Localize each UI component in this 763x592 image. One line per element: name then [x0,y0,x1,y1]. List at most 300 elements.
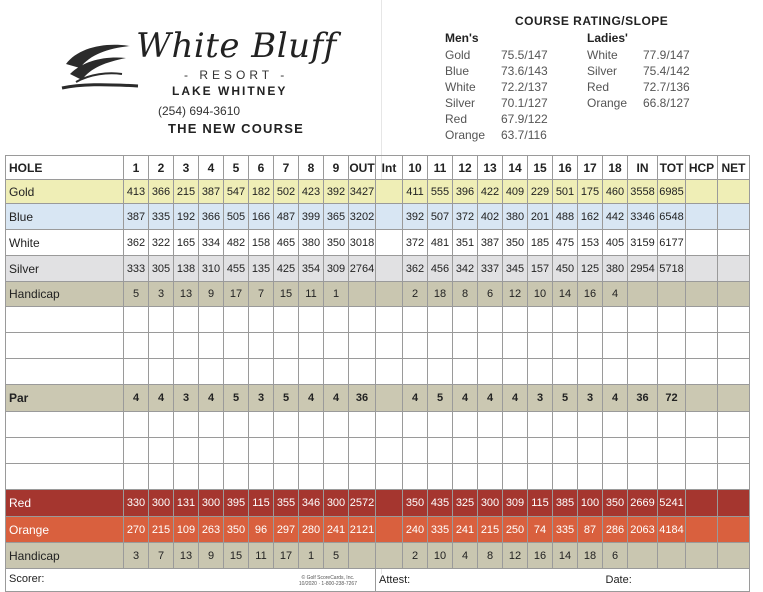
score-entry-row-cell [324,464,349,490]
silver-tee-row-cell [686,256,718,282]
credit-line: © Golf ScoreCards, Inc. [301,575,355,581]
ladies-handicap-row-cell: 8 [478,543,503,569]
silver-tee-row-cell: 456 [428,256,453,282]
score-entry-row-cell [553,333,578,359]
ladies-handicap-row-cell [718,543,750,569]
handicap-row-cell: 5 [124,282,149,307]
score-entry-row-cell [528,438,553,464]
red-tee-row-cell: 309 [503,490,528,517]
par-row-cell: 5 [428,385,453,412]
hole-header-row-cell: 15 [528,156,553,180]
ratings-title: COURSE RATING/SLOPE [515,14,669,28]
white-tee-row-cell: 372 [403,230,428,256]
score-entry-row-cell [199,438,224,464]
red-tee-row-cell: 355 [274,490,299,517]
gold-tee-row-cell [686,180,718,204]
red-tee-row-cell: 395 [224,490,249,517]
par-row-cell: 5 [553,385,578,412]
hole-header-row-cell: NET [718,156,750,180]
silver-tee-row-cell: 362 [403,256,428,282]
silver-tee-row-cell [718,256,750,282]
ladies-handicap-row-cell: 11 [249,543,274,569]
white-tee-row-cell: 6177 [658,230,686,256]
score-entry-row-cell [174,464,199,490]
score-entry-row-cell [478,438,503,464]
score-entry-row-cell [686,307,718,333]
blue-tee-row-cell: 380 [503,204,528,230]
blue-tee-row-cell: 335 [149,204,174,230]
score-entry-row-cell [299,359,324,385]
score-entry-row-cell [528,359,553,385]
course-name: THE NEW COURSE [168,121,304,136]
score-entry-row-cell [149,464,174,490]
score-entry-row-cell [224,333,249,359]
score-entry-row-cell [249,333,274,359]
handicap-row-cell: 4 [603,282,628,307]
handicap-row-cell [686,282,718,307]
handicap-row-cell: 17 [224,282,249,307]
blue-tee-row-cell: 505 [224,204,249,230]
gold-tee-row-cell: 547 [224,180,249,204]
hole-header-row-cell: HCP [686,156,718,180]
credit-line: 10/2020 · 1-800-238-7267 [298,581,357,587]
ladies-handicap-row-cell: 15 [224,543,249,569]
par-row-cell: 4 [403,385,428,412]
score-entry-row-cell [349,307,376,333]
hole-header-row-cell: 12 [453,156,478,180]
white-tee-row-cell [376,230,403,256]
hole-header-row-cell: 14 [503,156,528,180]
hole-header-row-label: HOLE [6,156,124,180]
score-entry-row-cell [299,464,324,490]
white-tee-row-cell: 334 [199,230,224,256]
score-entry-row-label [6,412,124,438]
mens-heading: Men's [445,31,479,45]
score-entry-row-cell [628,307,658,333]
score-entry-row [6,464,750,490]
silver-tee-row-cell: 2954 [628,256,658,282]
score-entry-row-cell [149,438,174,464]
red-tee-row-cell [718,490,750,517]
score-entry-row [6,307,750,333]
hole-header-row-cell: 3 [174,156,199,180]
score-entry-row-cell [324,359,349,385]
ladies-handicap-row-cell: 3 [124,543,149,569]
red-tee-row-cell: 2669 [628,490,658,517]
score-entry-row-cell [403,438,428,464]
score-entry-row-label [6,438,124,464]
score-entry-row-cell [453,359,478,385]
white-tee-row-cell: 3159 [628,230,658,256]
score-entry-row-cell [686,438,718,464]
score-entry-row-cell [428,464,453,490]
score-entry-row-cell [603,359,628,385]
silver-tee-row-cell [376,256,403,282]
gold-tee-row-cell: 229 [528,180,553,204]
score-entry-row-cell [478,307,503,333]
white-tee-row-cell: 350 [503,230,528,256]
par-row-cell: 4 [299,385,324,412]
red-tee-row-cell: 346 [299,490,324,517]
score-entry-row-cell [453,464,478,490]
hole-header-row-cell: 17 [578,156,603,180]
ladies-handicap-row [6,543,750,569]
score-entry-row-cell [478,464,503,490]
orange-tee-row-cell: 241 [324,517,349,543]
orange-tee-row-cell: 286 [603,517,628,543]
score-entry-row-cell [249,307,274,333]
white-tee-row-cell: 465 [274,230,299,256]
gold-tee-row-cell: 555 [428,180,453,204]
score-entry-row-cell [274,307,299,333]
orange-tee-row-cell [376,517,403,543]
red-tee-row-cell: 100 [578,490,603,517]
par-row-cell: 3 [578,385,603,412]
score-entry-row-cell [603,464,628,490]
gold-tee-row-cell: 175 [578,180,603,204]
par-row-cell: 4 [503,385,528,412]
orange-tee-row-cell: 4184 [658,517,686,543]
white-tee-row-cell: 405 [603,230,628,256]
score-entry-row-label [6,359,124,385]
hole-header-row-cell: 13 [478,156,503,180]
white-tee-row-cell: 475 [553,230,578,256]
ladies-handicap-row-cell: 12 [503,543,528,569]
score-entry-row-cell [553,359,578,385]
score-entry-row-label [6,333,124,359]
score-entry-row-cell [453,307,478,333]
blue-tee-row-cell: 166 [249,204,274,230]
red-tee-row-cell: 300 [149,490,174,517]
hole-header-row-cell: 6 [249,156,274,180]
par-row-cell: 4 [453,385,478,412]
orange-tee-row-cell: 263 [199,517,224,543]
blue-tee-row-cell [376,204,403,230]
par-row-cell: 4 [199,385,224,412]
score-entry-row-cell [299,307,324,333]
score-entry-row-cell [299,438,324,464]
bluff-logo-icon [60,34,140,96]
score-entry-row-cell [603,333,628,359]
score-entry-row-cell [553,412,578,438]
score-entry-row-cell [686,359,718,385]
handicap-row-cell [658,282,686,307]
score-entry-row-cell [299,412,324,438]
score-entry-row-cell [478,359,503,385]
score-entry-row-cell [453,412,478,438]
gold-tee-row-cell: 409 [503,180,528,204]
score-entry-row-cell [124,464,149,490]
score-entry-row-cell [528,412,553,438]
resort-location: LAKE WHITNEY [172,84,288,98]
orange-tee-row-cell: 215 [478,517,503,543]
par-row [6,385,750,412]
blue-tee-row-cell: 399 [299,204,324,230]
blue-tee-row-cell: 6548 [658,204,686,230]
par-row-cell [718,385,750,412]
score-entry-row-cell [249,438,274,464]
score-entry-row-cell [124,412,149,438]
score-entry-row-cell [628,464,658,490]
orange-tee-row-cell: 241 [453,517,478,543]
blue-tee-row-cell [718,204,750,230]
par-row-cell [686,385,718,412]
orange-tee-row-cell: 109 [174,517,199,543]
handicap-row-cell: 14 [553,282,578,307]
white-tee-row-cell: 362 [124,230,149,256]
score-entry-row-cell [503,464,528,490]
score-entry-row-cell [224,359,249,385]
phone-number: (254) 694-3610 [158,104,241,118]
blue-tee-row-cell: 3346 [628,204,658,230]
ladies-handicap-row-cell: 18 [578,543,603,569]
ladies-handicap-row-cell [349,543,376,569]
blue-tee-row-cell: 201 [528,204,553,230]
white-tee-row-cell [686,230,718,256]
hole-header-row-cell: 9 [324,156,349,180]
handicap-row-cell [718,282,750,307]
blue-tee-row-cell: 365 [324,204,349,230]
hole-header-row-cell: 2 [149,156,174,180]
blue-tee-row-cell: 192 [174,204,199,230]
scorer-field[interactable] [6,569,376,592]
white-tee-row-cell: 350 [324,230,349,256]
score-entry-row-cell [249,412,274,438]
red-tee-row-cell: 385 [553,490,578,517]
handicap-row-cell: 3 [149,282,174,307]
blue-tee-row [6,204,750,230]
ladies-handicap-row-cell: 13 [174,543,199,569]
silver-tee-row-cell: 125 [578,256,603,282]
red-tee-row-cell: 131 [174,490,199,517]
ladies-handicap-row-cell: 1 [299,543,324,569]
ladies-handicap-row-cell: 14 [553,543,578,569]
white-tee-row-cell: 158 [249,230,274,256]
silver-tee-row-cell: 380 [603,256,628,282]
red-tee-row-cell: 115 [249,490,274,517]
score-entry-row-cell [503,412,528,438]
par-row-cell: 4 [149,385,174,412]
ladies-handicap-row-cell: 16 [528,543,553,569]
silver-tee-row-cell: 305 [149,256,174,282]
score-entry-row-cell [174,359,199,385]
score-entry-row-cell [403,412,428,438]
score-entry-row-cell [528,333,553,359]
gold-tee-row-cell [718,180,750,204]
orange-tee-row-cell [686,517,718,543]
score-entry-row-cell [199,307,224,333]
ladies-handicap-row-cell: 17 [274,543,299,569]
gold-tee-row-cell: 422 [478,180,503,204]
score-entry-row [6,438,750,464]
resort-name: White Bluff [136,26,337,66]
score-entry-row-cell [274,412,299,438]
silver-tee-row-cell: 138 [174,256,199,282]
red-tee-row-cell: 300 [478,490,503,517]
score-entry-row-cell [428,438,453,464]
white-tee-row-cell: 481 [428,230,453,256]
orange-tee-row-cell: 87 [578,517,603,543]
score-entry-row-cell [503,307,528,333]
blue-tee-row-cell: 442 [603,204,628,230]
score-entry-row-cell [603,438,628,464]
blue-tee-row-cell: 387 [124,204,149,230]
score-entry-row-cell [686,412,718,438]
score-entry-row-cell [224,464,249,490]
score-entry-row-cell [376,464,403,490]
date-field[interactable]: Date: [603,569,750,592]
handicap-row-cell: 11 [299,282,324,307]
gold-tee-row-cell: 502 [274,180,299,204]
score-entry-row-cell [658,464,686,490]
white-tee-row-cell: 351 [453,230,478,256]
score-entry-row-cell [528,464,553,490]
score-entry-row-cell [149,359,174,385]
score-entry-row-cell [174,307,199,333]
score-entry-row-cell [174,438,199,464]
par-row-cell: 3 [174,385,199,412]
score-entry-row-cell [428,412,453,438]
score-entry-row-cell [376,438,403,464]
orange-tee-row-cell: 250 [503,517,528,543]
blue-tee-row-label: Blue [6,204,124,230]
silver-tee-row-cell: 135 [249,256,274,282]
handicap-row-cell: 2 [403,282,428,307]
scorer-label: Scorer: [9,573,45,585]
ladies-handicap-row-cell: 2 [403,543,428,569]
score-entry-row-cell [324,438,349,464]
gold-tee-row-cell: 423 [299,180,324,204]
gold-tee-row-cell: 182 [249,180,274,204]
orange-tee-row-cell: 335 [428,517,453,543]
score-entry-row-cell [503,359,528,385]
score-entry-row-cell [349,359,376,385]
handicap-row-cell: 12 [503,282,528,307]
silver-tee-row-cell: 310 [199,256,224,282]
score-entry-row-cell [149,333,174,359]
blue-tee-row-cell: 162 [578,204,603,230]
ladies-handicap-row-cell [376,543,403,569]
score-entry-row [6,412,750,438]
score-entry-row-cell [403,464,428,490]
score-entry-row-cell [403,359,428,385]
score-entry-row-cell [199,333,224,359]
gold-tee-row-cell: 501 [553,180,578,204]
gold-tee-row-label: Gold [6,180,124,204]
hole-header-row-cell: 7 [274,156,299,180]
score-entry-row-cell [376,412,403,438]
score-entry-row-cell [628,359,658,385]
score-entry-row-cell [686,464,718,490]
score-entry-row-cell [174,333,199,359]
score-entry-row-cell [578,359,603,385]
ladies-handicap-row-cell: 4 [453,543,478,569]
ladies-handicap-row-cell [658,543,686,569]
handicap-row-cell [349,282,376,307]
red-tee-row-cell: 115 [528,490,553,517]
red-tee-row-cell: 435 [428,490,453,517]
score-entry-row-cell [428,359,453,385]
ladies-handicap-row-cell: 10 [428,543,453,569]
white-tee-row-cell: 387 [478,230,503,256]
orange-tee-row-cell: 2063 [628,517,658,543]
score-entry-row-cell [224,307,249,333]
ladies-handicap-row-label: Handicap [6,543,124,569]
handicap-row-cell: 15 [274,282,299,307]
par-row-cell: 4 [124,385,149,412]
score-entry-row-cell [249,464,274,490]
silver-tee-row-cell: 5718 [658,256,686,282]
hole-header-row-cell: OUT [349,156,376,180]
score-entry-row-cell [274,359,299,385]
par-row-cell: 36 [349,385,376,412]
handicap-row-cell: 6 [478,282,503,307]
score-entry-row-cell [224,412,249,438]
blue-tee-row-cell: 3202 [349,204,376,230]
blue-tee-row-cell: 507 [428,204,453,230]
white-tee-row-cell: 185 [528,230,553,256]
orange-tee-row [6,517,750,543]
score-entry-row-cell [403,307,428,333]
gold-tee-row-cell: 413 [124,180,149,204]
score-entry-row-cell [199,359,224,385]
score-entry-row-cell [503,333,528,359]
score-entry-row-cell [528,307,553,333]
white-tee-row-cell: 153 [578,230,603,256]
ladies-heading: Ladies' [587,31,628,45]
score-entry-row [6,359,750,385]
ladies-handicap-row-cell [686,543,718,569]
score-entry-row-cell [718,412,750,438]
score-entry-row-cell [718,464,750,490]
gold-tee-row-cell: 387 [199,180,224,204]
orange-tee-row-cell: 215 [149,517,174,543]
score-entry-row-cell [349,412,376,438]
silver-tee-row-cell: 157 [528,256,553,282]
ladies-handicap-row-cell: 7 [149,543,174,569]
handicap-row-cell: 9 [199,282,224,307]
score-entry-row-label [6,307,124,333]
score-entry-row-cell [124,359,149,385]
score-entry-row-cell [149,307,174,333]
score-entry-row-cell [718,333,750,359]
gold-tee-row-cell: 411 [403,180,428,204]
score-entry-row-cell [274,333,299,359]
red-tee-row-cell: 325 [453,490,478,517]
score-entry-row-cell [403,333,428,359]
hole-header-row-cell: IN [628,156,658,180]
red-tee-row-cell: 300 [324,490,349,517]
signature-row [6,569,750,592]
silver-tee-row-cell: 425 [274,256,299,282]
white-tee-row-label: White [6,230,124,256]
score-entry-row-cell [428,307,453,333]
score-entry-row-cell [453,333,478,359]
score-entry-row-cell [686,333,718,359]
score-entry-row-cell [376,359,403,385]
hole-header-row-cell: 18 [603,156,628,180]
hole-header-row-cell: 5 [224,156,249,180]
red-tee-row-cell: 350 [603,490,628,517]
attest-field[interactable]: Attest: [376,569,603,592]
score-entry-row-cell [603,412,628,438]
score-entry-row-cell [718,307,750,333]
gold-tee-row-cell: 460 [603,180,628,204]
score-entry-row-cell [349,464,376,490]
score-entry-row-cell [174,412,199,438]
score-entry-row-cell [578,438,603,464]
score-entry-row [6,333,750,359]
